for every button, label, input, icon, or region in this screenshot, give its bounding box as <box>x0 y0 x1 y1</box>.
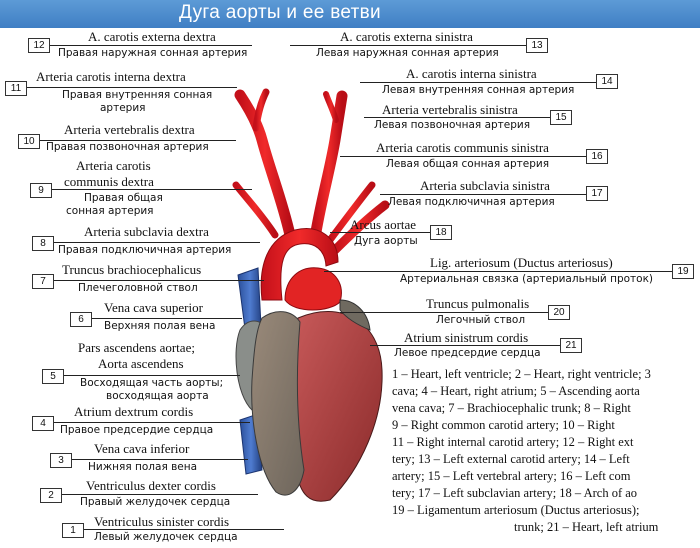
label-4-number: 4 <box>32 416 54 431</box>
label-11-latin: Arteria carotis interna dextra <box>36 69 186 84</box>
label-21-russian: Левое предсердие сердца <box>394 347 541 359</box>
right-carotid-shape <box>240 95 290 235</box>
label-19-number: 19 <box>672 264 694 279</box>
label-19-russian: Артериальная связка (артериальный проток) <box>400 273 654 285</box>
label-14-russian: Левая внутренняя сонная артерия <box>382 84 575 96</box>
label-14-number: 14 <box>596 74 618 89</box>
label-11-rule <box>27 87 237 88</box>
label-21-rule <box>370 345 560 346</box>
left-ventricle-shape <box>292 311 382 501</box>
label-10-russian: Правая позвоночная артерия <box>46 141 209 153</box>
label-4-latin: Atrium dextrum cordis <box>74 404 194 419</box>
legend-line-7: artery; 15 – Left vertebral artery; 16 – Left com <box>392 469 631 483</box>
legend-line-3: vena cava; 7 – Brachiocephalic trunk; 8 – Right <box>392 401 631 415</box>
left-carotid-branch-shape <box>326 94 336 120</box>
label-18-russian: Дуга аорты <box>354 235 418 247</box>
label-21-number: 21 <box>560 338 582 353</box>
label-3-rule <box>72 459 248 460</box>
label-16-number: 16 <box>586 149 608 164</box>
label-8-latin: Arteria subclavia dextra <box>84 224 209 239</box>
label-2-latin: Ventriculus dexter cordis <box>86 478 216 493</box>
label-17-latin: Arteria subclavia sinistra <box>420 178 550 193</box>
label-18-latin: Arcus aortae <box>350 217 417 232</box>
label-12-latin: A. carotis externa dextra <box>88 29 216 44</box>
label-16-rule <box>340 156 586 157</box>
label-11-number: 11 <box>5 81 27 96</box>
label-3-latin: Vena cava inferior <box>94 441 190 456</box>
label-6-latin: Vena cava superior <box>104 300 203 315</box>
label-3-russian: Нижняя полая вена <box>88 461 198 473</box>
label-9-russian-1: Правая общая <box>84 192 163 204</box>
label-11-russian-1: Правая внутренняя сонная <box>62 89 213 101</box>
label-6-russian: Верхняя полая вена <box>104 320 216 332</box>
label-21-latin: Atrium sinistrum cordis <box>404 330 529 345</box>
label-12-rule <box>50 45 252 46</box>
legend-line-4: 9 – Right common carotid artery; 10 – Right <box>392 418 615 432</box>
label-15-number: 15 <box>550 110 572 125</box>
label-9-latin-2: communis dextra <box>64 174 154 189</box>
label-14-rule <box>360 82 596 83</box>
legend-line-6: tery; 13 – Left external carotid artery; 14 – Left <box>392 452 630 466</box>
label-19-latin: Lig. arteriosum (Ductus arteriosus) <box>430 255 613 270</box>
label-1-russian: Левый желудочек сердца <box>94 531 238 543</box>
label-20-latin: Truncus pulmonalis <box>426 296 530 311</box>
label-18-number: 18 <box>430 225 452 240</box>
label-1-number: 1 <box>62 523 84 538</box>
label-20-number: 20 <box>548 305 570 320</box>
label-5-latin-1: Pars ascendens aortae; <box>78 340 195 355</box>
label-9-russian-2: сонная артерия <box>66 205 154 217</box>
label-9-latin-1: Arteria carotis <box>76 158 151 173</box>
label-4-rule <box>54 422 250 423</box>
label-13-russian: Левая наружная сонная артерия <box>316 47 499 59</box>
legend-line-5: 11 – Right internal carotid artery; 12 – Right ext <box>392 435 634 449</box>
label-13-latin: A. carotis externa sinistra <box>340 29 473 44</box>
legend-line-2: cava; 4 – Heart, right atrium; 5 – Ascending aorta <box>392 384 640 398</box>
label-18-rule <box>330 232 430 233</box>
label-8-number: 8 <box>32 236 54 251</box>
label-7-latin: Truncus brachiocephalicus <box>62 262 202 277</box>
legend-line-8: tery; 17 – Left subclavian artery; 18 – Arch of ao <box>392 486 638 500</box>
label-6-rule <box>92 318 242 319</box>
legend-line-10: trunk; 21 – Heart, left atrium <box>514 520 659 534</box>
label-7-russian: Плечеголовной ствол <box>78 282 198 294</box>
label-16-russian: Левая общая сонная артерия <box>386 158 550 170</box>
label-19-rule <box>324 271 672 272</box>
label-11-russian-2: артерия <box>100 102 146 114</box>
label-10-number: 10 <box>18 134 40 149</box>
label-2-number: 2 <box>40 488 62 503</box>
label-12-russian: Правая наружная сонная артерия <box>58 47 248 59</box>
label-3-number: 3 <box>50 453 72 468</box>
label-20-russian: Легочный ствол <box>436 314 526 326</box>
label-5-number: 5 <box>42 369 64 384</box>
label-17-rule <box>380 194 586 195</box>
label-2-russian: Правый желудочек сердца <box>80 496 231 508</box>
label-4-russian: Правое предсердие сердца <box>60 424 214 436</box>
page-title: Дуга аорты и ее ветви <box>179 2 381 23</box>
label-6-number: 6 <box>70 312 92 327</box>
label-14-latin: A. carotis interna sinistra <box>406 66 537 81</box>
legend-line-1: 1 – Heart, left ventricle; 2 – Heart, right ventricle; 3 <box>392 367 651 381</box>
label-8-russian: Правая подключичная артерия <box>58 244 232 256</box>
label-2-rule <box>62 494 258 495</box>
label-15-rule <box>364 117 550 118</box>
label-17-number: 17 <box>586 186 608 201</box>
label-1-rule <box>84 529 284 530</box>
label-15-latin: Arteria vertebralis sinistra <box>382 102 518 117</box>
label-5-latin-2: Aorta ascendens <box>98 356 184 371</box>
legend-line-9: 19 – Ligamentum arteriosum (Ductus arteriosus); <box>392 503 640 517</box>
label-5-rule <box>64 375 240 376</box>
label-12-number: 12 <box>28 38 50 53</box>
label-9-number: 9 <box>30 183 52 198</box>
label-5-russian-1: Восходящая часть аорты; <box>80 377 224 389</box>
label-16-latin: Arteria carotis communis sinistra <box>376 140 549 155</box>
label-7-rule <box>54 280 264 281</box>
label-20-rule <box>340 312 548 313</box>
label-10-latin: Arteria vertebralis dextra <box>64 122 195 137</box>
label-15-russian: Левая позвоночная артерия <box>374 119 531 131</box>
label-5-russian-2: восходящая аорта <box>106 390 209 402</box>
label-7-number: 7 <box>32 274 54 289</box>
label-8-rule <box>54 242 260 243</box>
label-1-latin: Ventriculus sinister cordis <box>94 514 230 529</box>
label-17-russian: Левая подключичная артерия <box>388 196 555 208</box>
right-vertebral-shape <box>236 185 275 235</box>
pulmonary-trunk-shape <box>285 268 341 310</box>
label-13-number: 13 <box>526 38 548 53</box>
label-9-rule <box>52 189 252 190</box>
label-13-rule <box>290 45 526 46</box>
